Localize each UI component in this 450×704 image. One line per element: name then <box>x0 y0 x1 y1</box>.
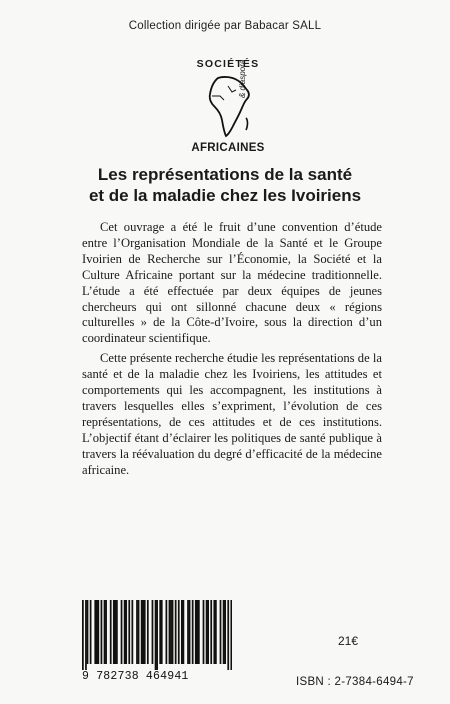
series-logo <box>178 58 278 158</box>
book-title <box>0 164 450 206</box>
title-line-1: Les représentations de la santé <box>97 165 353 184</box>
logo-side-text: & diaspora <box>238 59 247 98</box>
blurb-paragraph-1: Cet ouvrage a été le fruit d’une convention d’étude entre l’Organisation Mondiale de la Santé et le Groupe Ivoirien de Recherche sur l’Économie, la Société et la Culture Africaine portant sur la médecine traditionnelle. L’étude a été effectuée par deux équipes de jeunes chercheurs qui ont sillonné chacune deux « régions culturelles » de la Côte-d’Ivoire, sous la direction d’un coordinateur scientifique. <box>82 220 382 346</box>
barcode-digits: 9 782738 464941 <box>82 670 189 683</box>
collection-credit: Collection dirigée par Babacar SALL <box>128 20 322 32</box>
logo-bottom-text: AFRICAINES <box>191 142 265 154</box>
barcode-bars <box>82 600 232 670</box>
blurb-paragraph-2: Cette présente recherche étudie les représentations de la santé et de la maladie chez les Ivoiriens, les attitudes et comportements qui les accompagnent, les institutions à travers lesquelles elles s’expriment, l’évolution de ces représentations, de ces attitudes et de ces institutions. L’objectif étant d’éclairer les politiques de santé publique à travers la réévaluation du degré d’efficacité de la médecine africaine. <box>82 351 382 477</box>
price: 21€ <box>338 634 359 648</box>
barcode <box>82 600 232 686</box>
isbn: ISBN : 2-7384-6494-7 <box>296 676 414 688</box>
logo-top-text: SOCIÉTÉS <box>196 58 260 70</box>
blurb <box>82 220 382 483</box>
title-line-2: et de la maladie chez les Ivoiriens <box>88 186 362 205</box>
